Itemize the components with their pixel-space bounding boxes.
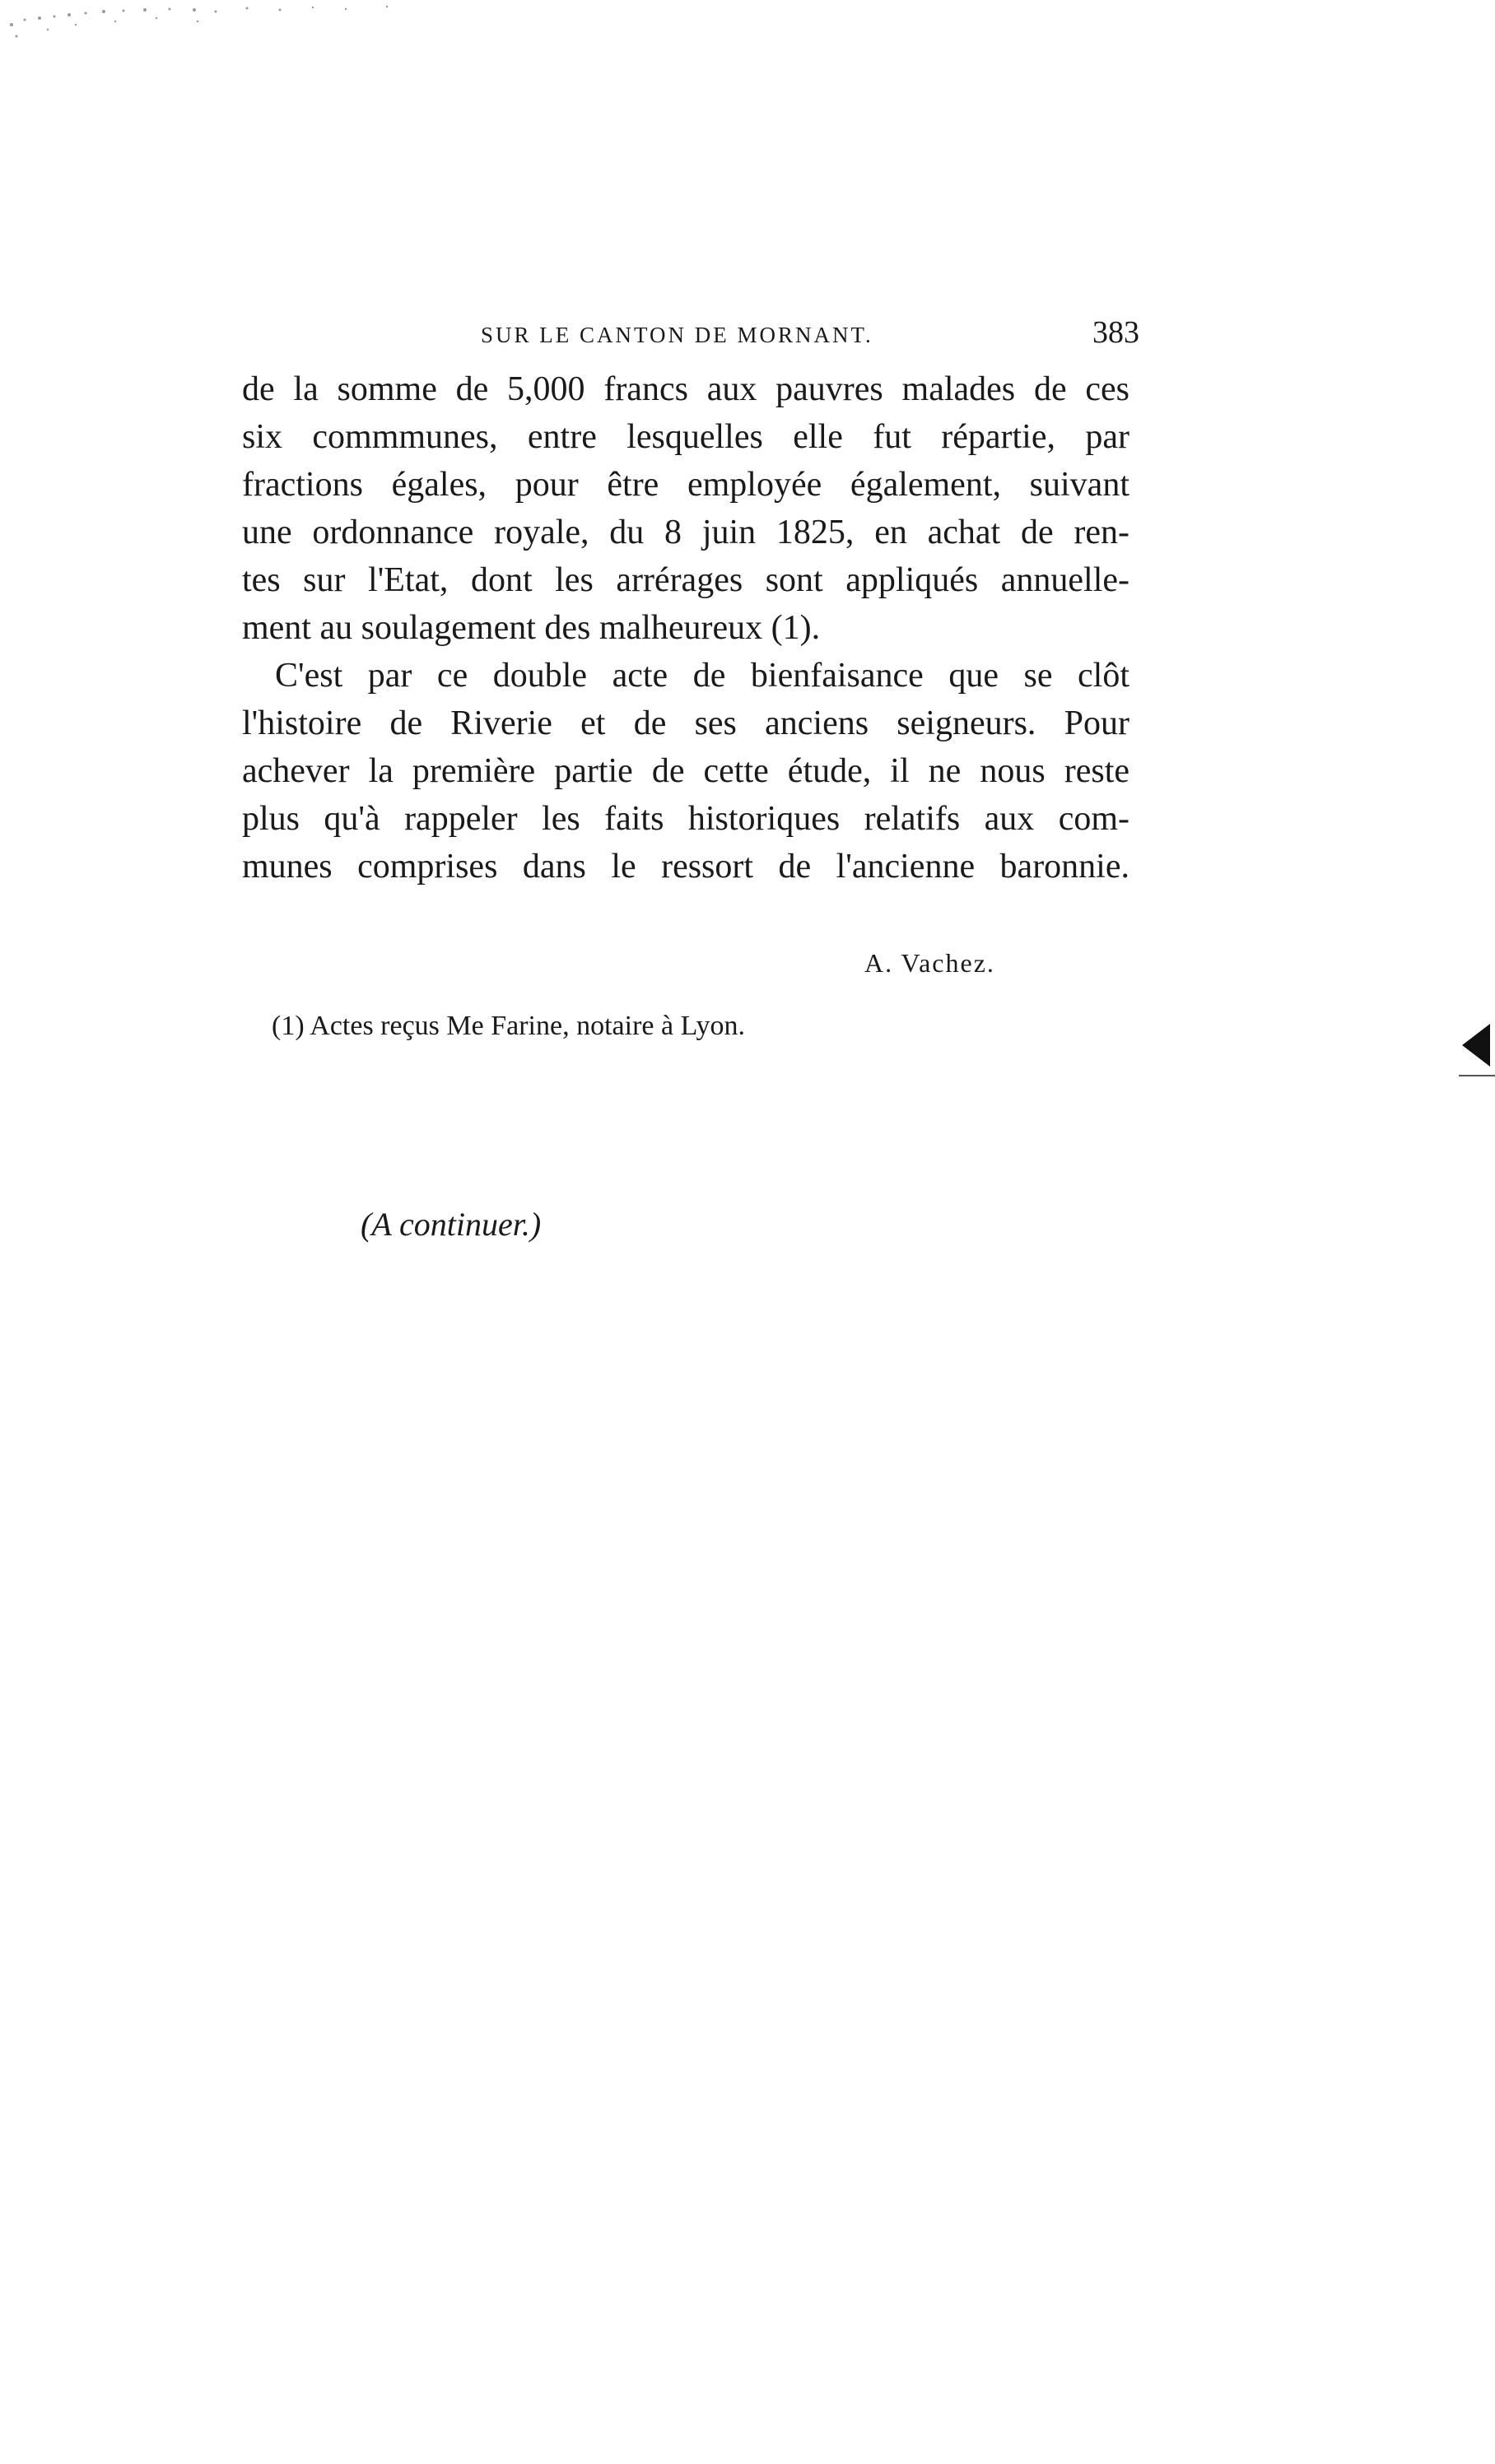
paragraph-2 xyxy=(242,652,1129,890)
text-line: une ordonnance royale, du 8 juin 1825, en achat de ren- xyxy=(242,514,1129,551)
page-number: 383 xyxy=(1092,315,1139,350)
text-line: l'histoire de Riverie et de ses anciens seigneurs. Pour xyxy=(242,704,1129,742)
running-head xyxy=(242,314,1139,364)
text-line: achever la première partie de cette étude, il ne nous reste xyxy=(242,752,1129,790)
text-line: ment au soulagement des malheureux (1). xyxy=(242,609,821,647)
scan-edge-line xyxy=(1459,1075,1495,1076)
text-line: plus qu'à rappeler les faits historiques relatifs aux com- xyxy=(242,800,1129,838)
paragraph-1 xyxy=(242,365,1129,652)
text-line: six commmunes, entre lesquelles elle fut répartie, par xyxy=(242,418,1129,456)
author-signature: A. Vachez. xyxy=(864,948,995,978)
text-line: de la somme de 5,000 francs aux pauvres malades de ces xyxy=(242,370,1129,408)
scan-edge-mark xyxy=(1462,1024,1490,1067)
footnote: (1) Actes reçus Me Farine, notaire à Lyon. xyxy=(272,1011,745,1041)
text-line: munes comprises dans le ressort de l'ancienne baronnie. xyxy=(242,848,1129,886)
text-line: C'est par ce double acte de bienfaisance que se clôt xyxy=(275,657,1129,695)
text-line: tes sur l'Etat, dont les arrérages sont appliqués annuelle- xyxy=(242,561,1129,599)
body-text xyxy=(242,365,1129,890)
running-title: SUR LE CANTON DE MORNANT. xyxy=(481,323,873,347)
text-line: fractions égales, pour être employée également, suivant xyxy=(242,466,1129,504)
scan-noise xyxy=(0,0,494,74)
continuation-note: (A continuer.) xyxy=(361,1206,542,1243)
